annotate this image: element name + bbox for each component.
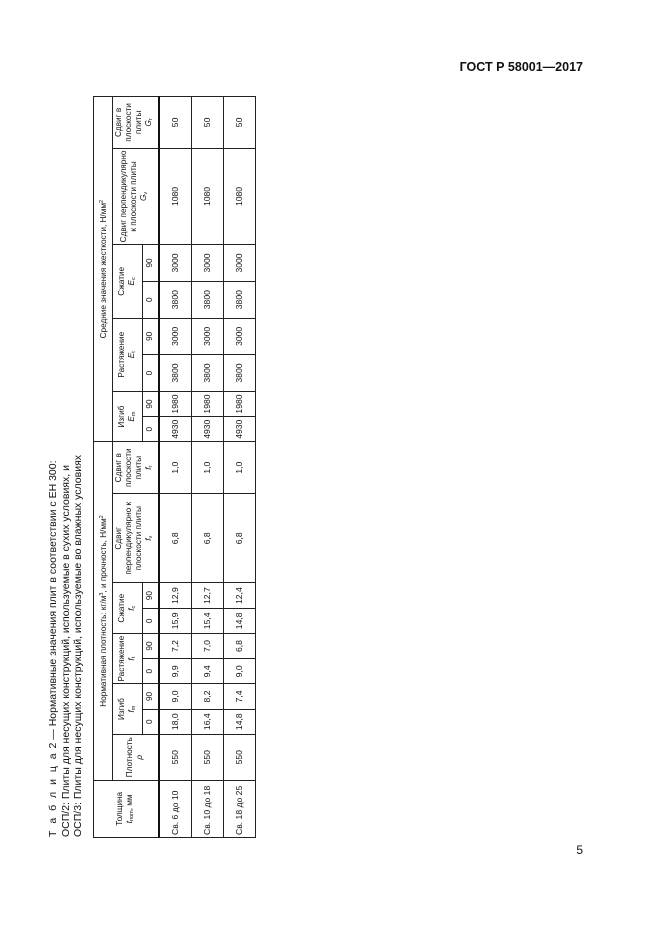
stiffness-compression-header: Сжатие Ec	[113, 245, 143, 318]
value-cell: 50	[191, 97, 223, 149]
value-cell: 1980	[159, 391, 192, 416]
value-cell: 9,0	[159, 684, 192, 709]
value-cell: 3800	[159, 355, 192, 392]
value-cell: 1,0	[159, 442, 192, 494]
value-cell: 15,9	[159, 608, 192, 633]
value-cell: 3800	[223, 355, 255, 392]
value-cell: 1980	[223, 391, 255, 416]
angle-0-header: 0	[143, 355, 159, 392]
angle-0-header: 0	[143, 709, 159, 734]
value-cell: 1080	[223, 148, 255, 244]
value-cell: 7,2	[159, 633, 192, 658]
value-cell: 3800	[223, 281, 255, 318]
table-caption	[47, 88, 85, 837]
value-cell: 4930	[191, 417, 223, 442]
value-cell: 1,0	[191, 442, 223, 494]
thickness-header: Толщина tnom, мм	[94, 780, 159, 837]
value-cell: 1980	[191, 391, 223, 416]
stiffness-tension-header: Растяжение Et	[113, 318, 143, 391]
value-cell: 3000	[191, 245, 223, 282]
thickness-cell: Св. 10 до 18	[191, 780, 223, 837]
strength-compression-header: Сжатие fc	[113, 583, 143, 633]
thickness-cell: Св. 6 до 10	[159, 780, 192, 837]
table-row	[159, 97, 192, 838]
value-cell: 3800	[191, 281, 223, 318]
thickness-cell: Св. 18 до 25	[223, 780, 255, 837]
value-cell: 1080	[159, 148, 192, 244]
value-cell: 9,0	[223, 659, 255, 684]
table-row	[191, 97, 223, 838]
stiffness-group-header: Средние значения жесткости, $Н/мм^2$	[94, 97, 113, 442]
angle-0-header: 0	[143, 608, 159, 633]
angle-90-header: 90	[143, 245, 159, 282]
value-cell: 12,9	[159, 583, 192, 608]
angle-0-header: 0	[143, 281, 159, 318]
value-cell: 4930	[223, 417, 255, 442]
value-cell: 15,4	[191, 608, 223, 633]
density-cell: 550	[159, 734, 192, 780]
caption-line-2: ОСП/2: Плиты для несущих конструкций, используемые в сухих условиях, и	[59, 465, 72, 837]
stiffness-shear-inplane-header: Сдвиг в плоскости плиты Gr	[113, 97, 159, 149]
angle-0-header: 0	[143, 417, 159, 442]
stiffness-shear-perp-header: Сдвиг перпендикулярно к плоскости плиты Gv	[113, 148, 159, 244]
value-cell: 9,9	[159, 659, 192, 684]
value-cell: 14,8	[223, 709, 255, 734]
strength-bending-header: Изгиб fm	[113, 684, 143, 734]
properties-table	[93, 96, 256, 838]
value-cell: 7,4	[223, 684, 255, 709]
angle-90-header: 90	[143, 391, 159, 416]
page-number: 5	[576, 843, 583, 857]
value-cell: 3800	[159, 281, 192, 318]
value-cell: 3000	[223, 318, 255, 355]
angle-90-header: 90	[143, 684, 159, 709]
value-cell: 1080	[191, 148, 223, 244]
caption-title: 2 — Нормативные значения плит в соответствии с ЕН 300:	[47, 460, 59, 752]
value-cell: 1,0	[223, 442, 255, 494]
table-row	[223, 97, 255, 838]
caption-line-1	[47, 88, 60, 837]
value-cell: 50	[223, 97, 255, 149]
value-cell: 3000	[159, 318, 192, 355]
value-cell: 18,0	[159, 709, 192, 734]
value-cell: 8,2	[191, 684, 223, 709]
angle-0-header: 0	[143, 659, 159, 684]
value-cell: 12,7	[191, 583, 223, 608]
value-cell: 3000	[191, 318, 223, 355]
value-cell: 12,4	[223, 583, 255, 608]
strength-tension-header: Растяжение ft	[113, 633, 143, 683]
value-cell: 3000	[159, 245, 192, 282]
value-cell: 9,4	[191, 659, 223, 684]
angle-90-header: 90	[143, 583, 159, 608]
value-cell: 4930	[159, 417, 192, 442]
strength-shear-perp-header: Сдвиг перпендикулярно к плоскости плиты fv	[113, 494, 159, 583]
document-id: ГОСТ Р 58001—2017	[459, 60, 583, 74]
density-header: Плотность ρ	[113, 734, 159, 780]
stiffness-bending-header: Изгиб Em	[113, 391, 143, 441]
value-cell: 7,0	[191, 633, 223, 658]
value-cell: 6,8	[191, 494, 223, 583]
value-cell: 14,8	[223, 608, 255, 633]
caption-line-3: ОСП/3: Плиты для несущих конструкций, используемые во влажных условиях	[72, 454, 84, 837]
angle-90-header: 90	[143, 633, 159, 658]
caption-label: Т а б л и ц а	[47, 751, 59, 837]
value-cell: 3000	[223, 245, 255, 282]
strength-group-header: Нормативная плотность: $кг/м^3$, и прочность, $Н/мм^2$	[94, 442, 113, 780]
strength-shear-inplane-header: Сдвиг в плоскости плиты fr	[113, 442, 159, 494]
rotated-table-block	[47, 88, 257, 838]
value-cell: 16,4	[191, 709, 223, 734]
density-cell: 550	[223, 734, 255, 780]
value-cell: 6,8	[223, 633, 255, 658]
value-cell: 6,8	[159, 494, 192, 583]
angle-90-header: 90	[143, 318, 159, 355]
density-cell: 550	[191, 734, 223, 780]
value-cell: 3800	[191, 355, 223, 392]
value-cell: 50	[159, 97, 192, 149]
value-cell: 6,8	[223, 494, 255, 583]
